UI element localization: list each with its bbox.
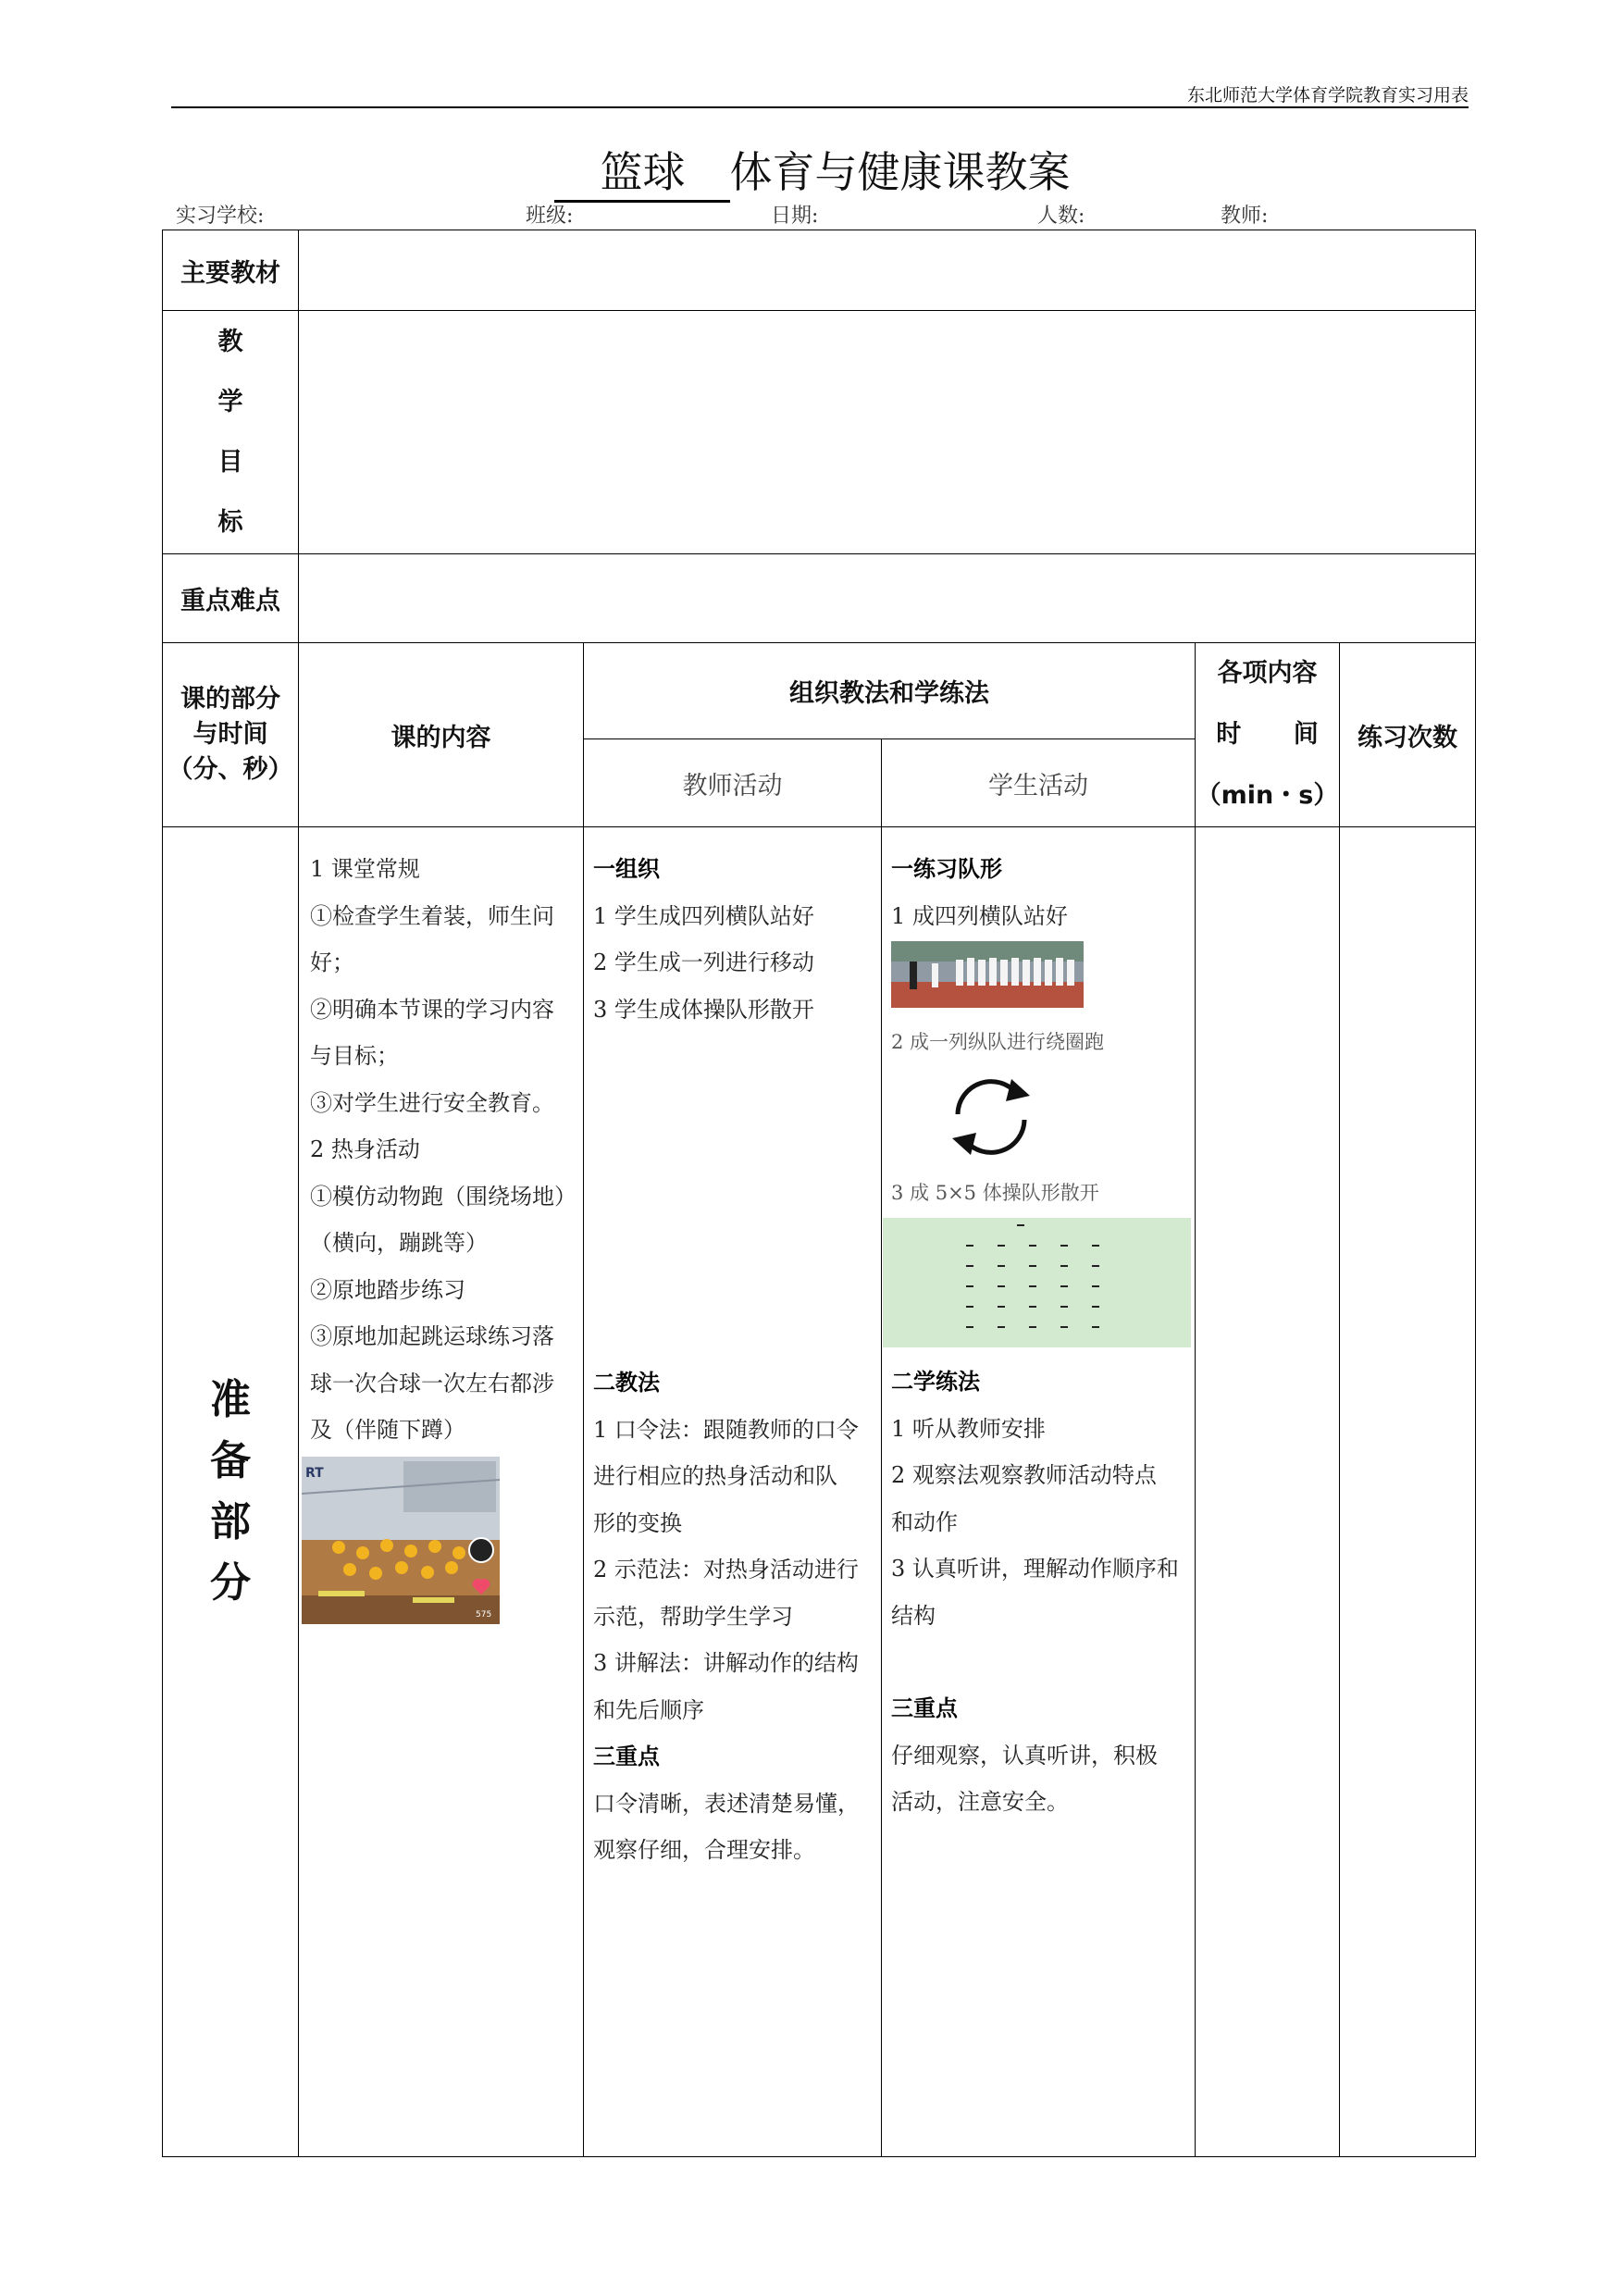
- list-item: 口令清晰，表述清楚易懂，: [593, 1790, 860, 1817]
- objectives-cell[interactable]: [299, 311, 1476, 554]
- list-item: 活动，注意安全。: [891, 1789, 1069, 1815]
- list-item: 仔细观察，认真听讲，积极: [891, 1742, 1158, 1769]
- col-time-header: [1196, 643, 1340, 827]
- avatar: [469, 1538, 493, 1562]
- list-item: 1 成四列横队站好: [891, 902, 1068, 929]
- section-heading: 三重点: [891, 1695, 958, 1721]
- prep-time-cell[interactable]: [1196, 827, 1340, 2157]
- content-line: 球一次合球一次左右都涉: [310, 1370, 554, 1396]
- row-objectives: [163, 311, 1476, 554]
- list-item: 和动作: [891, 1508, 958, 1535]
- header-rule: [171, 106, 1469, 108]
- prep-label-char: 备: [210, 1437, 251, 1484]
- title-rest: 体育与健康课教案: [729, 147, 1071, 197]
- prep-content-cell: [299, 827, 584, 2157]
- row-prep: [163, 827, 1476, 2157]
- section-heading: 三重点: [593, 1744, 660, 1769]
- col-content-header: 课的内容: [299, 643, 584, 827]
- content-line: ②明确本节课的学习内容: [310, 996, 554, 1023]
- objectives-char: 教: [217, 328, 243, 356]
- prep-label-char: 准: [210, 1376, 251, 1423]
- photo-caption: RT: [305, 1465, 324, 1481]
- like-count: 575: [476, 1609, 492, 1620]
- prep-label-cell: [163, 827, 299, 2157]
- lesson-plan-table: [162, 230, 1476, 2157]
- col-part-line: 与时间: [192, 720, 268, 749]
- row-header-top: [163, 643, 1476, 739]
- meta-date: 日期:: [771, 205, 819, 228]
- content-line: 及（伴随下蹲）: [310, 1417, 465, 1443]
- col-time-line: 时 间: [1216, 720, 1319, 749]
- list-item: 结构: [891, 1602, 936, 1629]
- page-title: [0, 139, 1624, 203]
- key-points-cell[interactable]: [299, 554, 1476, 643]
- list-item: 和先后顺序: [593, 1696, 704, 1723]
- meta-school: 实习学校:: [176, 205, 265, 228]
- list-item: 3 认真听讲，理解动作顺序和: [891, 1556, 1179, 1582]
- list-item: 2 观察法观察教师活动特点: [891, 1462, 1157, 1488]
- col-part-header: [163, 643, 299, 827]
- list-item: 2 示范法：对热身活动进行: [593, 1557, 859, 1582]
- list-item: 1 口令法：跟随教师的口令: [593, 1416, 859, 1443]
- objectives-label: [163, 311, 299, 554]
- prep-label-char: 分: [210, 1559, 251, 1607]
- content-line: 1 课堂常规: [310, 856, 420, 882]
- section-heading: 二教法: [593, 1370, 660, 1396]
- section-heading: 二学练法: [891, 1369, 980, 1395]
- student-activity-cell: [882, 827, 1196, 2157]
- meta-teacher: 教师:: [1221, 205, 1269, 228]
- title-subject: 篮球: [554, 139, 730, 203]
- prep-label-char: 部: [210, 1498, 251, 1545]
- row-key-points: [163, 554, 1476, 643]
- content-line: 2 热身活动: [310, 1136, 420, 1162]
- row-main-material: [163, 230, 1476, 311]
- prep-label: [163, 1370, 298, 1614]
- list-item: 3 成 5×5 体操队形散开: [891, 1181, 1099, 1204]
- content-line: ①检查学生着装，师生问: [310, 902, 554, 929]
- list-item: 2 成一列纵队进行绕圈跑: [891, 1031, 1105, 1053]
- warmup-video-thumbnail[interactable]: [302, 1457, 500, 1624]
- list-item: 1 学生成四列横队站好: [593, 902, 814, 929]
- col-part-line: （分、秒）: [167, 755, 293, 784]
- teacher-activity-cell: [584, 827, 882, 2157]
- list-item: 观察仔细，合理安排。: [593, 1837, 815, 1863]
- meta-class: 班级:: [526, 205, 574, 228]
- objectives-char: 目: [217, 448, 243, 477]
- col-part-line: 课的部分: [180, 685, 280, 714]
- col-reps-header: 练习次数: [1340, 643, 1476, 827]
- key-points-label: 重点难点: [163, 554, 299, 643]
- section-heading: 一组织: [593, 856, 660, 882]
- main-material-cell[interactable]: [299, 230, 1476, 311]
- gym-formation-diagram: [883, 1218, 1191, 1347]
- meta-count: 人数:: [1037, 205, 1085, 228]
- content-line: （横向，蹦跳等）: [310, 1230, 488, 1256]
- col-time-line: （min・s）: [1196, 781, 1339, 810]
- col-org-header: 组织教法和学练法: [584, 643, 1196, 739]
- list-item: 形的变换: [593, 1509, 682, 1536]
- content-line: 与目标；: [310, 1043, 399, 1069]
- content-line: ②原地踏步练习: [310, 1276, 465, 1303]
- section-heading: 一练习队形: [891, 856, 1002, 882]
- col-teacher-header: 教师活动: [584, 739, 882, 827]
- list-item: 3 讲解法：讲解动作的结构: [593, 1650, 859, 1676]
- institution-note: 东北师范大学体育学院教育实习用表: [1186, 85, 1469, 105]
- list-item: 1 听从教师安排: [891, 1415, 1046, 1442]
- prep-reps-cell[interactable]: [1340, 827, 1476, 2157]
- list-item: 示范，帮助学生学习: [593, 1603, 793, 1630]
- list-item: 2 学生成一列进行移动: [593, 949, 814, 975]
- objectives-char: 学: [217, 388, 243, 416]
- objectives-char: 标: [217, 508, 243, 537]
- content-line: ③对学生进行安全教育。: [310, 1089, 554, 1116]
- content-line: ①模仿动物跑（围绕场地）: [310, 1183, 576, 1210]
- main-material-label: 主要教材: [163, 230, 299, 311]
- content-line: 好；: [310, 949, 354, 975]
- circle-run-icon: [936, 1066, 1047, 1168]
- list-item: 3 学生成体操队形散开: [593, 996, 814, 1023]
- list-item: 进行相应的热身活动和队: [593, 1463, 837, 1489]
- content-line: ③原地加起跳运球练习落: [310, 1323, 554, 1349]
- col-time-line: 各项内容: [1217, 659, 1318, 688]
- line-formation-photo: [891, 941, 1084, 1008]
- col-student-header: 学生活动: [882, 739, 1196, 827]
